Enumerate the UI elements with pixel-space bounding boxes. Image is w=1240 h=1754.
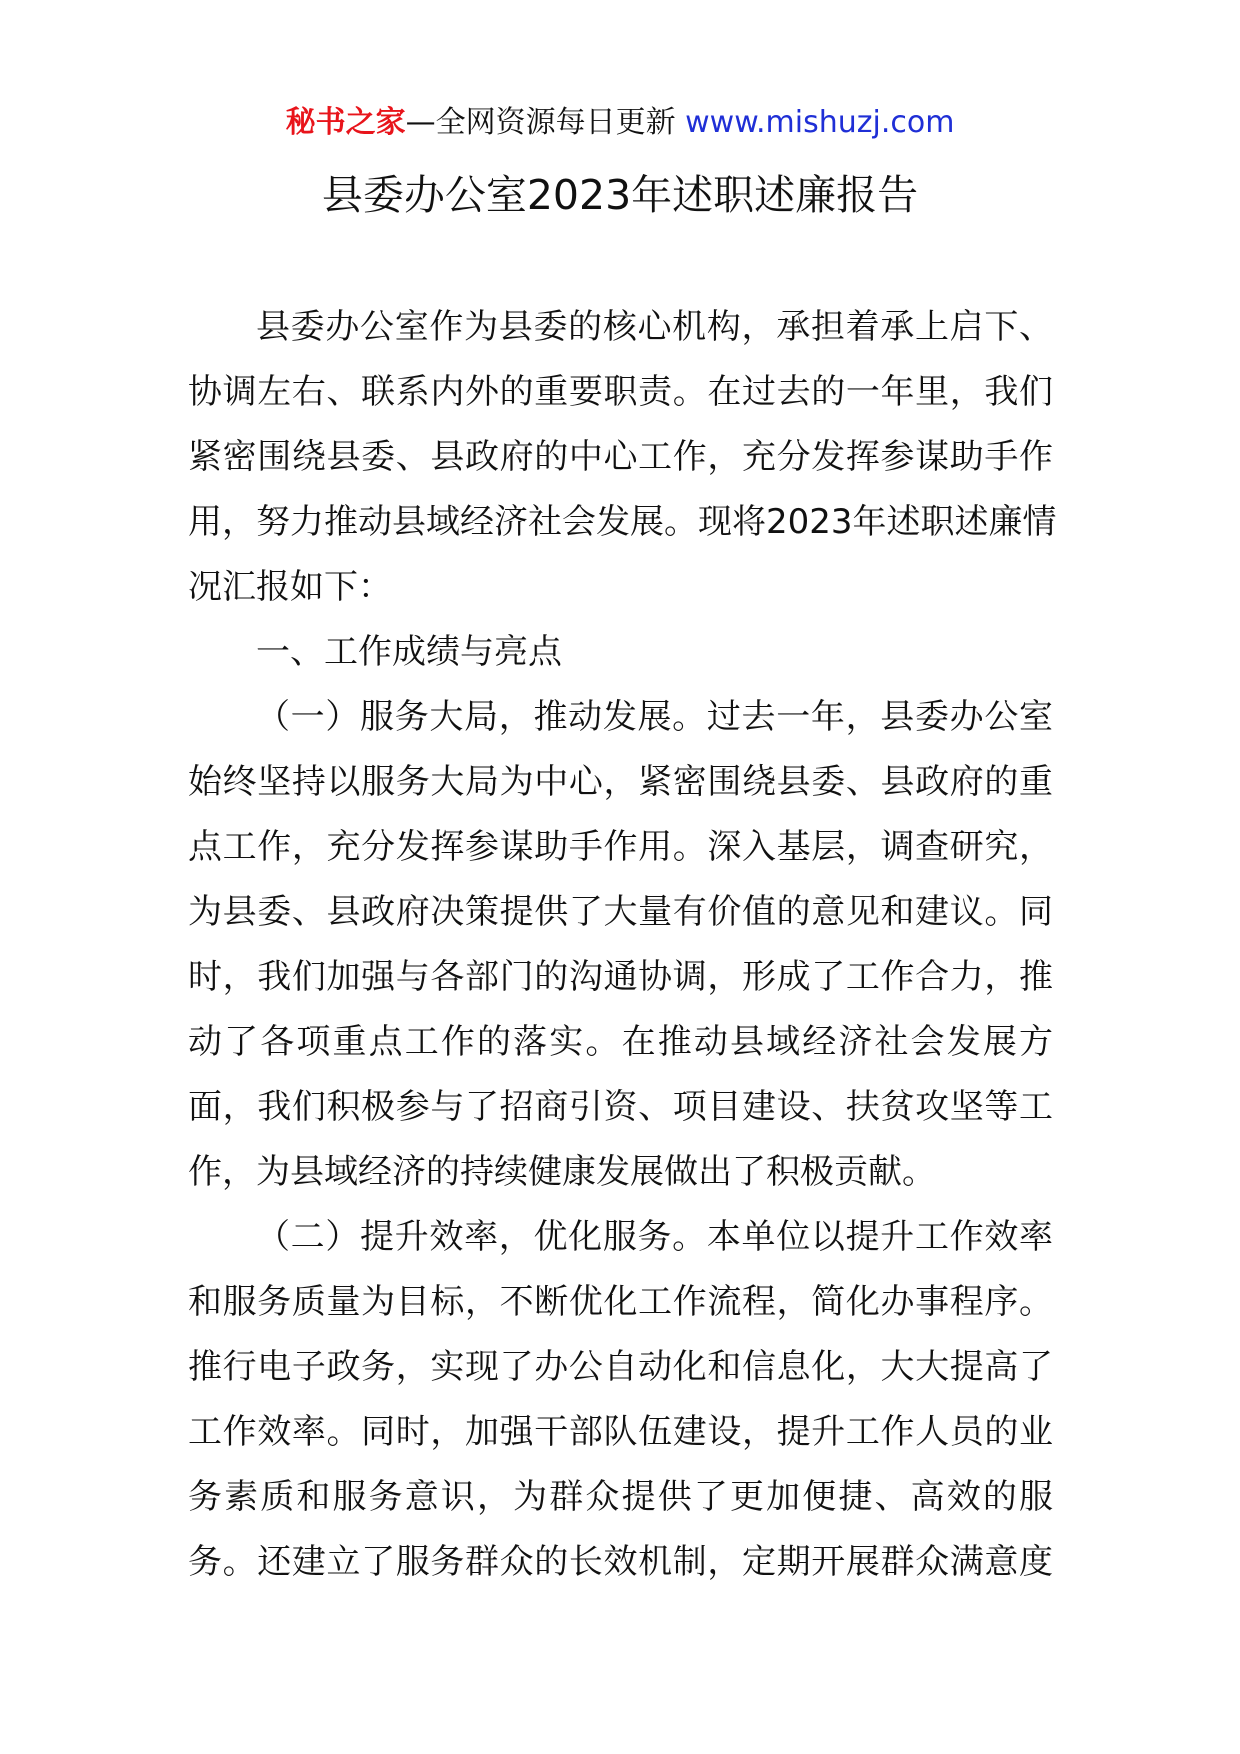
text-line: 动了各项重点工作的落实。在推动县域经济社会发展方 (188, 1022, 1053, 1062)
site-url-link[interactable]: www.mishuzj.com (685, 105, 955, 140)
site-banner (0, 101, 1240, 145)
text-line: 始终坚持以服务大局为中心，紧密围绕县委、县政府的重 (188, 762, 1053, 802)
section-heading: 一、工作成绩与亮点 (256, 632, 562, 672)
text-line: 协调左右、联系内外的重要职责。在过去的一年里，我们 (188, 372, 1053, 412)
text-line: 工作效率。同时，加强干部队伍建设，提升工作人员的业 (188, 1412, 1053, 1452)
text-line: 况汇报如下： (188, 567, 392, 607)
text-line: 紧密围绕县委、县政府的中心工作，充分发挥参谋助手作 (188, 437, 1053, 477)
text-line: 时，我们加强与各部门的沟通协调，形成了工作合力，推 (188, 957, 1053, 997)
text-line: 县委办公室作为县委的核心机构，承担着承上启下、 (256, 307, 1053, 347)
text-line: 推行电子政务，实现了办公自动化和信息化，大大提高了 (188, 1347, 1053, 1387)
text-line: 用，努力推动县域经济社会发展。现将2023年述职述廉情 (188, 502, 1057, 542)
brand-name: 秘书之家 (285, 105, 406, 140)
document-body (188, 295, 1057, 1595)
text-line: 为县委、县政府决策提供了大量有价值的意见和建议。同 (188, 892, 1053, 932)
text-line: 面，我们积极参与了招商引资、项目建设、扶贫攻坚等工 (188, 1087, 1053, 1127)
text-line: （二）提升效率，优化服务。本单位以提升工作效率 (256, 1217, 1053, 1257)
document-title: 县委办公室2023年述职述廉报告 (321, 171, 919, 219)
text-line: 作，为县域经济的持续健康发展做出了积极贡献。 (188, 1152, 936, 1192)
text-line: 务。还建立了服务群众的长效机制，定期开展群众满意度 (188, 1542, 1053, 1582)
text-line: （一）服务大局，推动发展。过去一年，县委办公室 (256, 697, 1053, 737)
banner-slogan: —全网资源每日更新 (405, 105, 686, 140)
text-line: 点工作，充分发挥参谋助手作用。深入基层，调查研究， (188, 827, 1053, 867)
text-line: 务素质和服务意识，为群众提供了更加便捷、高效的服 (188, 1477, 1053, 1517)
text-line: 和服务质量为目标，不断优化工作流程，简化办事程序。 (188, 1282, 1053, 1322)
